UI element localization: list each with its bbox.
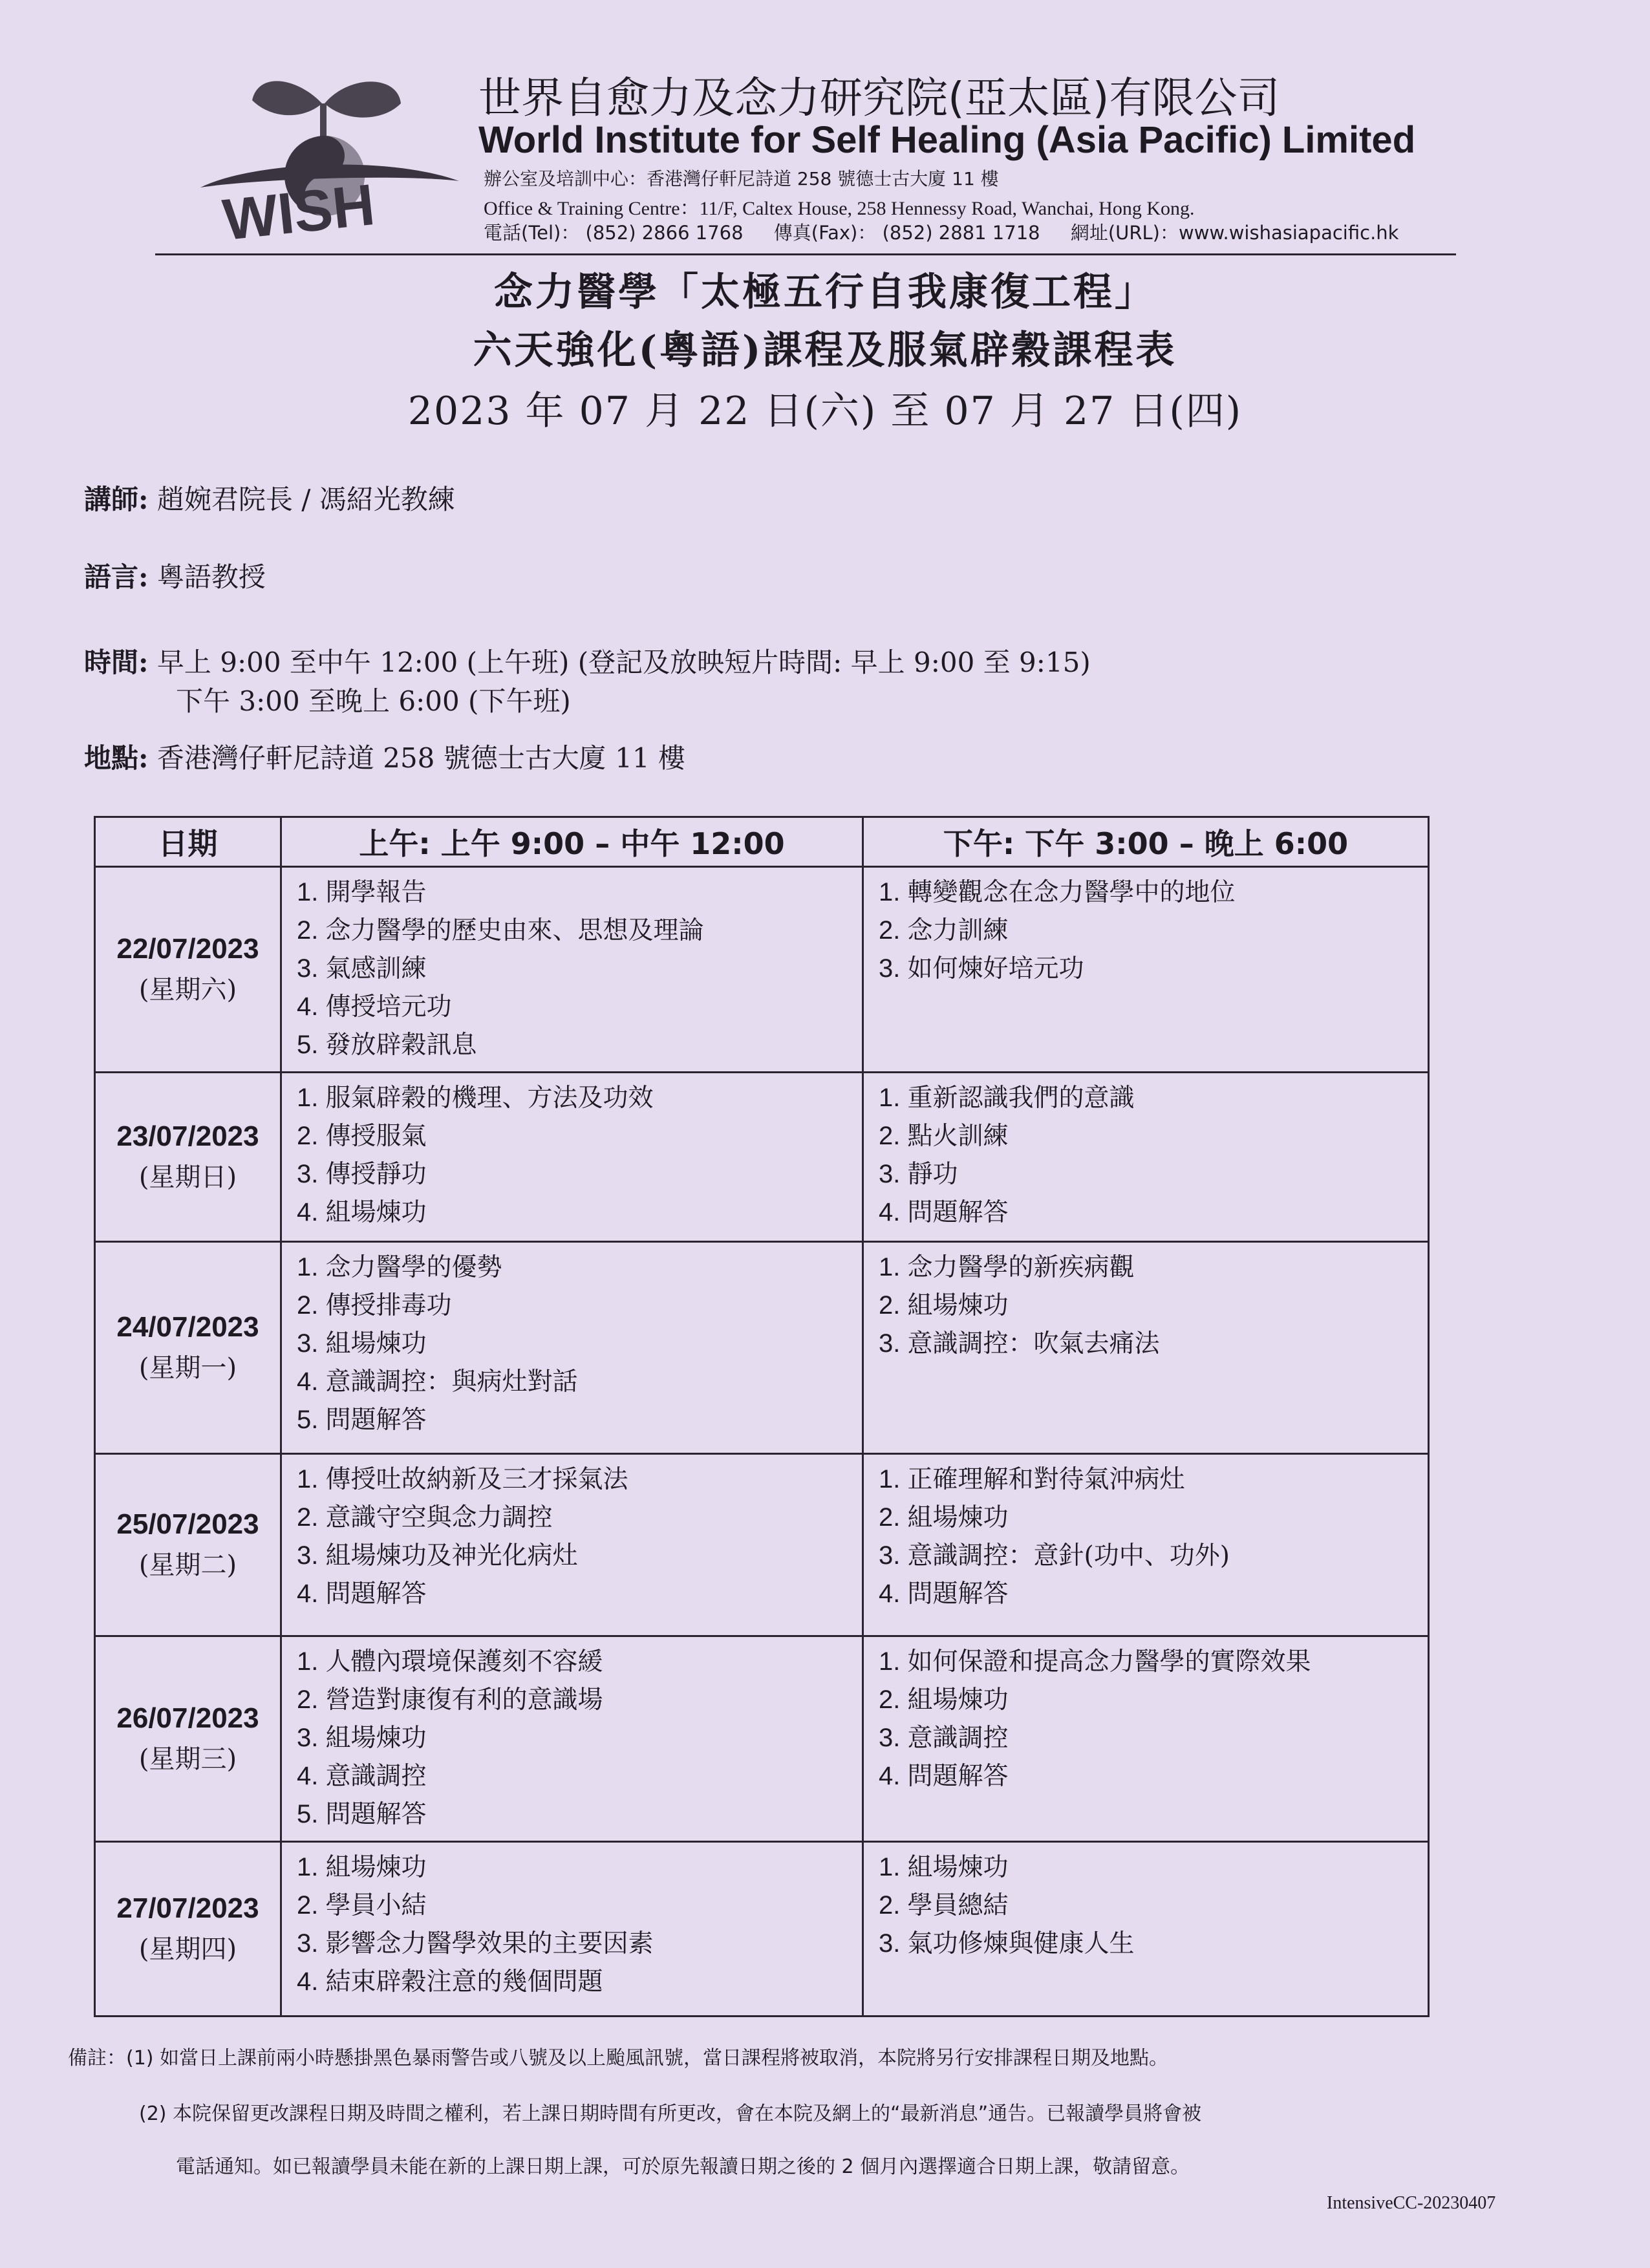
instructor-label: 講師: <box>84 484 149 515</box>
list-item <box>879 1117 1427 1155</box>
item-number: 3. <box>879 1541 908 1570</box>
header-date: 日期 <box>95 817 281 867</box>
wish-logo <box>175 65 478 246</box>
item-number: 1. <box>879 1465 908 1493</box>
item-text: 氣功修煉與健康人生 <box>907 1929 1135 1958</box>
list-item <box>297 1719 861 1757</box>
date-cell <box>95 867 281 1073</box>
header-morning: 上午: 上午 9:00 – 中午 12:00 <box>281 817 863 867</box>
session-list <box>283 1843 861 2001</box>
date-cell <box>95 1842 281 2017</box>
company-name-en: World Institute for Self Healing (Asia Pacific) Limited <box>478 119 1416 161</box>
item-number: 2. <box>879 1122 908 1150</box>
table-row <box>95 1073 1429 1242</box>
item-text: 組場煉功 <box>907 1685 1009 1715</box>
instructor-value: 趙婉君院長 / 馮紹光教練 <box>156 484 455 515</box>
item-number: 4. <box>297 1762 326 1790</box>
course-title: 念力醫學「太極五行自我康復工程」 <box>494 270 1156 315</box>
list-item <box>879 1499 1427 1537</box>
weekday-value: (星期日) <box>138 1162 237 1192</box>
item-text: 問題解答 <box>907 1579 1009 1609</box>
list-item <box>297 950 861 988</box>
list-item <box>297 1963 861 2001</box>
item-text: 念力醫學的歷史由來、思想及理論 <box>325 916 704 945</box>
morning-cell <box>281 1073 863 1242</box>
contact-line <box>484 219 1423 245</box>
item-text: 念力訓練 <box>907 916 1009 945</box>
company-name-zh: 世界自愈力及念力研究院(亞太區)有限公司 <box>478 73 1280 123</box>
session-list <box>283 1638 861 1834</box>
item-text: 如何煉好培元功 <box>907 954 1084 983</box>
date-cell <box>95 1073 281 1242</box>
list-item <box>297 873 861 912</box>
item-text: 正確理解和對待氣沖病灶 <box>907 1465 1185 1494</box>
date-value: 25/07/2023 <box>116 1508 259 1540</box>
list-item <box>879 1537 1427 1575</box>
list-item <box>879 1248 1427 1287</box>
table-row <box>95 1454 1429 1636</box>
afternoon-cell <box>863 1636 1429 1842</box>
language-line <box>84 556 266 595</box>
list-item <box>297 1460 861 1499</box>
item-number: 2. <box>879 1503 908 1532</box>
list-item <box>879 1325 1427 1363</box>
session-list <box>864 1243 1427 1363</box>
table-row <box>95 1636 1429 1842</box>
list-item <box>879 1643 1427 1681</box>
item-text: 意識調控 <box>325 1762 427 1791</box>
item-number: 2. <box>297 1291 326 1320</box>
item-number: 5. <box>297 1406 326 1434</box>
course-dates: 2023 年 07 月 22 日(六) 至 07 月 27 日(四) <box>407 389 1243 434</box>
weekday-value: (星期三) <box>138 1744 237 1774</box>
list-item <box>297 988 861 1026</box>
list-item <box>879 1719 1427 1757</box>
date-cell <box>95 1454 281 1636</box>
item-text: 結束辟穀注意的幾個問題 <box>325 1967 603 1996</box>
date-cell <box>95 1242 281 1454</box>
item-text: 氣感訓練 <box>325 954 427 983</box>
item-text: 問題解答 <box>325 1800 427 1829</box>
list-item <box>879 1155 1427 1193</box>
item-number: 2. <box>297 1685 326 1714</box>
list-item <box>297 1248 861 1287</box>
item-text: 意識調控：與病灶對話 <box>325 1367 578 1396</box>
date-cell <box>95 1636 281 1842</box>
item-text: 組場煉功 <box>325 1724 427 1753</box>
morning-cell <box>281 867 863 1073</box>
item-number: 2. <box>879 1685 908 1714</box>
list-item <box>297 1401 861 1439</box>
list-item <box>297 1925 861 1963</box>
item-text: 組場煉功及神光化病灶 <box>325 1541 578 1570</box>
weekday-value: (星期六) <box>138 975 237 1005</box>
list-item <box>297 1795 861 1834</box>
item-text: 靜功 <box>907 1160 958 1189</box>
item-text: 組場煉功 <box>907 1503 1009 1532</box>
session-list <box>864 1638 1427 1795</box>
table-row <box>95 867 1429 1073</box>
item-number: 5. <box>297 1800 326 1828</box>
session-list <box>283 1243 861 1439</box>
item-number: 2. <box>297 1122 326 1150</box>
table-row <box>95 1242 1429 1454</box>
item-number: 1. <box>879 1084 908 1112</box>
item-text: 意識調控：意針(功中、功外) <box>907 1541 1230 1570</box>
list-item <box>879 1681 1427 1719</box>
list-item <box>879 1575 1427 1613</box>
item-text: 問題解答 <box>907 1198 1009 1227</box>
header-divider <box>155 253 1456 255</box>
item-number: 2. <box>297 1503 326 1532</box>
afternoon-cell <box>863 1842 1429 2017</box>
item-text: 念力醫學的優勢 <box>325 1253 502 1282</box>
item-text: 意識調控 <box>907 1724 1009 1753</box>
item-text: 組場煉功 <box>325 1853 427 1882</box>
list-item <box>297 1681 861 1719</box>
item-text: 點火訓練 <box>907 1122 1009 1151</box>
list-item <box>297 1848 861 1887</box>
item-number: 1. <box>879 1853 908 1881</box>
morning-cell <box>281 1842 863 2017</box>
note-1: 備註：(1) 如當日上課前兩小時懸掛黑色暴雨警告或八號及以上颱風訊號，當日課程將被取消，本院將另行安排課程日期及地點。 <box>68 2047 1169 2070</box>
course-subtitle: 六天強化(粵語)課程及服氣辟穀課程表 <box>473 328 1177 373</box>
header-afternoon: 下午: 下午 3:00 – 晚上 6:00 <box>863 817 1429 867</box>
list-item <box>879 873 1427 912</box>
item-number: 3. <box>297 1929 326 1958</box>
item-number: 1. <box>879 878 908 906</box>
list-item <box>879 1848 1427 1887</box>
afternoon-cell <box>863 1454 1429 1636</box>
item-text: 發放辟穀訊息 <box>325 1031 477 1060</box>
time-value-1: 早上 9:00 至中午 12:00 (上午班) (登記及放映短片時間: 早上 9:00 至 9:15) <box>156 647 1091 678</box>
item-number: 3. <box>879 1160 908 1188</box>
item-number: 3. <box>297 1541 326 1570</box>
afternoon-cell <box>863 867 1429 1073</box>
weekday-value: (星期二) <box>138 1550 237 1580</box>
item-number: 1. <box>297 1853 326 1881</box>
list-item <box>297 1287 861 1325</box>
list-item <box>879 1460 1427 1499</box>
list-item <box>297 1363 861 1401</box>
morning-cell <box>281 1454 863 1636</box>
list-item <box>297 912 861 950</box>
list-item <box>297 1575 861 1613</box>
item-number: 4. <box>879 1762 908 1790</box>
list-item <box>297 1325 861 1363</box>
list-item <box>879 1193 1427 1232</box>
item-number: 2. <box>297 916 326 945</box>
weekday-value: (星期一) <box>138 1353 237 1383</box>
item-text: 傳授服氣 <box>325 1122 427 1151</box>
logo-text: WISH <box>220 172 378 246</box>
item-number: 1. <box>297 1253 326 1281</box>
item-text: 念力醫學的新疾病觀 <box>907 1253 1135 1282</box>
note-2a: (2) 本院保留更改課程日期及時間之權利，若上課日期時間有所更改，會在本院及網上的“最新消息”通告。已報讀學員將會被 <box>139 2102 1202 2125</box>
item-number: 3. <box>297 1329 326 1358</box>
item-text: 問題解答 <box>907 1762 1009 1791</box>
item-number: 4. <box>297 1198 326 1226</box>
item-number: 1. <box>879 1253 908 1281</box>
item-text: 學員總結 <box>907 1891 1009 1920</box>
item-number: 4. <box>879 1198 908 1226</box>
session-list <box>283 1455 861 1613</box>
item-number: 2. <box>879 1291 908 1320</box>
item-text: 傳授培元功 <box>325 992 452 1022</box>
item-text: 學員小結 <box>325 1891 427 1920</box>
language-value: 粵語教授 <box>156 561 266 593</box>
item-number: 3. <box>879 1724 908 1752</box>
item-text: 服氣辟穀的機理、方法及功效 <box>325 1084 654 1113</box>
fax-number: 傳真(Fax)： (852) 2881 1718 <box>773 222 1040 244</box>
item-number: 3. <box>879 954 908 983</box>
item-number: 1. <box>297 1647 326 1676</box>
website-url[interactable]: 網址(URL)：www.wishasiapacific.hk <box>1070 222 1399 244</box>
list-item <box>297 1079 861 1117</box>
address-en: Office & Training Centre：11/F, Caltex House, 258 Hennessy Road, Wanchai, Hong Kong. <box>484 198 1195 219</box>
session-list <box>864 1843 1427 1963</box>
list-item <box>297 1155 861 1193</box>
instructor-line <box>84 478 455 517</box>
item-text: 傳授吐故納新及三才採氣法 <box>325 1465 628 1494</box>
item-number: 1. <box>297 878 326 906</box>
list-item <box>879 912 1427 950</box>
list-item <box>879 950 1427 988</box>
item-text: 意識調控：吹氣去痛法 <box>907 1329 1160 1358</box>
phone-number: 電話(Tel)： (852) 2866 1768 <box>484 222 744 244</box>
list-item <box>879 1287 1427 1325</box>
afternoon-cell <box>863 1242 1429 1454</box>
venue-value: 香港灣仔軒尼詩道 258 號德士古大廈 11 樓 <box>156 742 685 774</box>
list-item <box>297 1537 861 1575</box>
date-value: 27/07/2023 <box>116 1892 259 1924</box>
morning-cell <box>281 1636 863 1842</box>
date-value: 26/07/2023 <box>116 1702 259 1734</box>
item-number: 3. <box>297 954 326 983</box>
item-text: 人體內環境保護刻不容緩 <box>325 1647 603 1676</box>
session-list <box>864 868 1427 988</box>
item-text: 轉變觀念在念力醫學中的地位 <box>907 878 1236 907</box>
item-text: 問題解答 <box>325 1406 427 1435</box>
table-header-row <box>95 817 1429 867</box>
item-text: 組場煉功 <box>907 1853 1009 1882</box>
item-number: 3. <box>297 1160 326 1188</box>
item-number: 4. <box>297 1967 326 1996</box>
item-number: 4. <box>297 1367 326 1396</box>
session-list <box>283 1074 861 1232</box>
date-value: 22/07/2023 <box>116 933 259 965</box>
session-list <box>864 1455 1427 1613</box>
date-value: 23/07/2023 <box>116 1120 259 1152</box>
item-text: 組場煉功 <box>907 1291 1009 1320</box>
item-number: 4. <box>297 992 326 1021</box>
item-number: 1. <box>297 1465 326 1493</box>
list-item <box>879 1925 1427 1963</box>
list-item <box>297 1193 861 1232</box>
document-reference: IntensiveCC-20230407 <box>1327 2193 1496 2213</box>
date-value: 24/07/2023 <box>116 1311 259 1343</box>
item-text: 組場煉功 <box>325 1198 427 1227</box>
item-text: 傳授排毒功 <box>325 1291 452 1320</box>
session-list <box>283 868 861 1064</box>
item-number: 5. <box>297 1031 326 1059</box>
list-item <box>297 1887 861 1925</box>
item-text: 組場煉功 <box>325 1329 427 1358</box>
table-row <box>95 1842 1429 2017</box>
list-item <box>297 1026 861 1064</box>
item-text: 重新認識我們的意識 <box>907 1084 1135 1113</box>
venue-label: 地點: <box>84 742 149 774</box>
time-line <box>84 641 1091 680</box>
item-text: 意識守空與念力調控 <box>325 1503 553 1532</box>
item-number: 2. <box>879 916 908 945</box>
address-zh: 辦公室及培訓中心：香港灣仔軒尼詩道 258 號德士古大廈 11 樓 <box>484 168 999 189</box>
list-item <box>879 1887 1427 1925</box>
time-label: 時間: <box>84 647 149 678</box>
item-number: 2. <box>879 1891 908 1920</box>
list-item <box>297 1117 861 1155</box>
item-text: 傳授靜功 <box>325 1160 427 1189</box>
weekday-value: (星期四) <box>138 1934 237 1964</box>
item-number: 2. <box>297 1891 326 1920</box>
list-item <box>297 1757 861 1795</box>
afternoon-cell <box>863 1073 1429 1242</box>
list-item <box>297 1643 861 1681</box>
item-text: 開學報告 <box>325 878 427 907</box>
item-number: 3. <box>879 1929 908 1958</box>
item-text: 營造對康復有利的意識場 <box>325 1685 603 1715</box>
list-item <box>297 1499 861 1537</box>
session-list <box>864 1074 1427 1232</box>
morning-cell <box>281 1242 863 1454</box>
venue-line <box>84 737 685 776</box>
item-number: 4. <box>297 1579 326 1608</box>
item-number: 1. <box>879 1647 908 1676</box>
item-number: 1. <box>297 1084 326 1112</box>
item-number: 3. <box>879 1329 908 1358</box>
list-item <box>879 1757 1427 1795</box>
list-item <box>879 1079 1427 1117</box>
item-text: 如何保證和提高念力醫學的實際效果 <box>907 1647 1311 1676</box>
item-text: 問題解答 <box>325 1579 427 1609</box>
schedule-table <box>94 816 1430 2017</box>
item-number: 4. <box>879 1579 908 1608</box>
item-number: 3. <box>297 1724 326 1752</box>
time-value-2: 下午 3:00 至晚上 6:00 (下午班) <box>176 685 571 717</box>
language-label: 語言: <box>84 561 149 593</box>
item-text: 影響念力醫學效果的主要因素 <box>325 1929 654 1958</box>
note-2b: 電話通知。如已報讀學員未能在新的上課日期上課，可於原先報讀日期之後的 2 個月內選擇適合日期上課，敬請留意。 <box>176 2156 1190 2178</box>
